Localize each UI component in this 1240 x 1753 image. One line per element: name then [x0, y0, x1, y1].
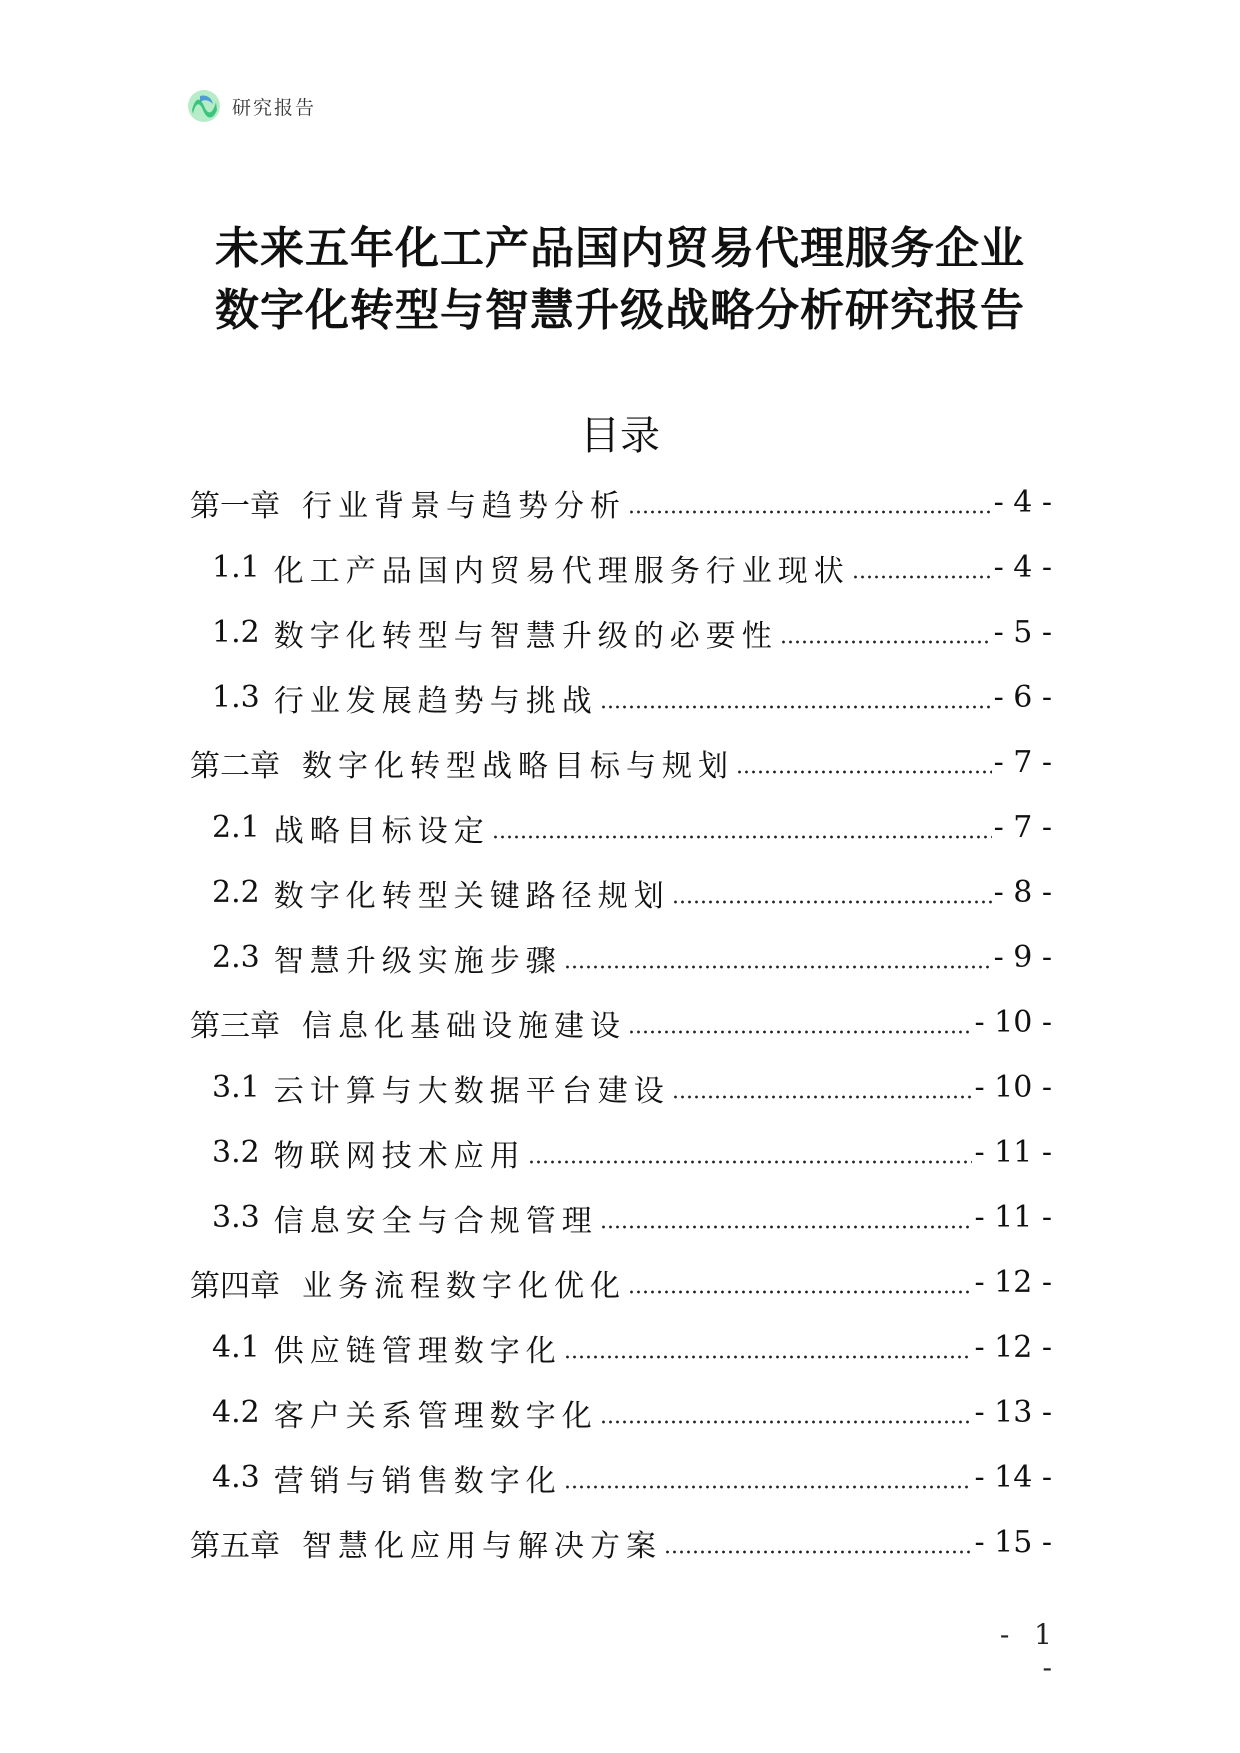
logo-icon [186, 88, 222, 124]
toc-entry-title: 云计算与大数据平台建设 [273, 1073, 670, 1109]
document-title [150, 218, 1090, 342]
toc-entry-number: 第一章 [190, 488, 280, 524]
toc-entry-page: - 4 - [993, 550, 1052, 585]
toc-entry-page: - 11 - [974, 1200, 1052, 1235]
toc-entry-number: 2.3 [212, 940, 260, 975]
toc-dot-leader [564, 965, 992, 969]
toc-entry-title: 智慧升级实施步骤 [273, 943, 562, 979]
toc-entry-title: 供应链管理数字化 [273, 1333, 562, 1369]
toc-entry-title: 行业发展趋势与挑战 [273, 683, 598, 719]
toc-entry-page: - 14 - [974, 1460, 1052, 1495]
toc-section-entry[interactable] [190, 1315, 1052, 1380]
toc-dot-leader [600, 1225, 973, 1229]
toc-entry-title: 数字化转型战略目标与规划 [302, 748, 734, 784]
toc-entry-page: - 10 - [974, 1005, 1052, 1040]
page-number: - 1 - [999, 1618, 1060, 1684]
toc-entry-page: - 8 - [993, 875, 1052, 910]
toc-entry-page: - 12 - [974, 1265, 1052, 1300]
toc-entry-page: - 11 - [974, 1135, 1052, 1170]
toc-dot-leader [628, 1030, 972, 1034]
toc-entry-number: 4.2 [212, 1395, 260, 1430]
toc-entry-page: - 5 - [993, 615, 1052, 650]
toc-entry-title: 业务流程数字化优化 [302, 1268, 626, 1304]
header-label: 研究报告 [232, 96, 317, 119]
toc-entry-number: 第五章 [190, 1528, 280, 1564]
toc-chapter-entry[interactable] [190, 1250, 1052, 1315]
toc-chapter-entry[interactable] [190, 990, 1052, 1055]
toc-entry-title: 物联网技术应用 [273, 1138, 526, 1174]
toc-section-entry[interactable] [190, 1380, 1052, 1445]
title-line-2: 数字化转型与智慧升级战略分析研究报告 [215, 285, 1025, 336]
toc-section-entry[interactable] [190, 665, 1052, 730]
toc-section-entry[interactable] [190, 1055, 1052, 1120]
toc-entry-number: 第四章 [190, 1268, 280, 1304]
toc-dot-leader [492, 835, 992, 839]
toc-section-entry[interactable] [190, 860, 1052, 925]
toc-dot-leader [600, 1420, 973, 1424]
toc-entry-page: - 9 - [993, 940, 1052, 975]
toc-section-entry[interactable] [190, 1120, 1052, 1185]
toc-entry-number: 3.2 [212, 1135, 260, 1170]
toc-entry-number: 3.1 [212, 1070, 260, 1105]
toc-entry-title: 智慧化应用与解决方案 [302, 1528, 662, 1564]
toc-entry-page: - 7 - [993, 745, 1052, 780]
toc-entry-page: - 10 - [974, 1070, 1052, 1105]
toc-dot-leader [736, 770, 992, 774]
toc-entry-page: - 15 - [974, 1525, 1052, 1560]
toc-heading: 目录 [580, 413, 660, 459]
toc-section-entry[interactable] [190, 925, 1052, 990]
toc-dot-leader [528, 1160, 973, 1164]
toc-entry-number: 2.2 [212, 875, 260, 910]
toc-entry-title: 信息化基础设施建设 [302, 1008, 626, 1044]
title-line-1: 未来五年化工产品国内贸易代理服务企业 [215, 223, 1025, 274]
toc-chapter-entry[interactable] [190, 730, 1052, 795]
toc-dot-leader [852, 575, 992, 579]
toc-entry-page: - 6 - [993, 680, 1052, 715]
toc-entry-page: - 13 - [974, 1395, 1052, 1430]
toc-entry-number: 2.1 [212, 810, 260, 845]
toc-dot-leader [664, 1550, 972, 1554]
toc-dot-leader [564, 1485, 973, 1489]
toc-section-entry[interactable] [190, 600, 1052, 665]
toc-entry-title: 数字化转型关键路径规划 [273, 878, 670, 914]
toc-entry-number: 1.1 [212, 550, 260, 585]
toc-entry-title: 化工产品国内贸易代理服务行业现状 [273, 553, 850, 589]
toc-entry-title: 营销与销售数字化 [273, 1463, 562, 1499]
toc-section-entry[interactable] [190, 1445, 1052, 1510]
toc-entry-title: 客户关系管理数字化 [273, 1398, 598, 1434]
toc-dot-leader [780, 640, 992, 644]
toc-entry-page: - 4 - [993, 485, 1052, 520]
toc-entry-page: - 7 - [993, 810, 1052, 845]
toc-entry-page: - 12 - [974, 1330, 1052, 1365]
toc-entry-title: 数字化转型与智慧升级的必要性 [273, 618, 778, 654]
toc-entry-title: 行业背景与趋势分析 [302, 488, 626, 524]
toc-entry-title: 战略目标设定 [273, 813, 490, 849]
toc-entry-number: 1.3 [212, 680, 260, 715]
toc-dot-leader [628, 510, 992, 514]
page-header [186, 86, 316, 126]
table-of-contents [190, 470, 1052, 1575]
toc-section-entry[interactable] [190, 795, 1052, 860]
toc-dot-leader [672, 900, 992, 904]
toc-dot-leader [672, 1095, 973, 1099]
toc-dot-leader [628, 1290, 972, 1294]
toc-dot-leader [600, 705, 992, 709]
toc-section-entry[interactable] [190, 1185, 1052, 1250]
toc-entry-number: 第二章 [190, 748, 280, 784]
toc-entry-title: 信息安全与合规管理 [273, 1203, 598, 1239]
toc-chapter-entry[interactable] [190, 1510, 1052, 1575]
toc-entry-number: 3.3 [212, 1200, 260, 1235]
toc-entry-number: 4.3 [212, 1460, 260, 1495]
toc-entry-number: 1.2 [212, 615, 260, 650]
toc-dot-leader [564, 1355, 973, 1359]
toc-entry-number: 4.1 [212, 1330, 260, 1365]
toc-entry-number: 第三章 [190, 1008, 280, 1044]
toc-chapter-entry[interactable] [190, 470, 1052, 535]
toc-section-entry[interactable] [190, 535, 1052, 600]
